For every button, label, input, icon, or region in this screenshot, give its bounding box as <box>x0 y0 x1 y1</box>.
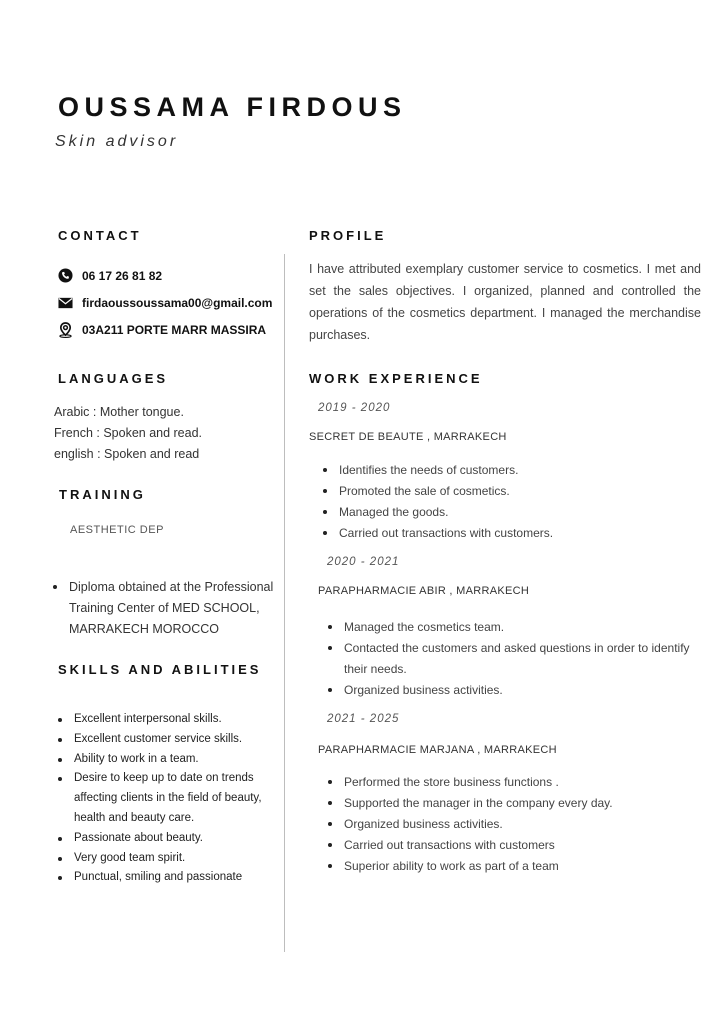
job-task-list <box>323 460 698 544</box>
phone-number: 06 17 26 81 82 <box>82 268 163 283</box>
job-task: Managed the goods. <box>323 502 698 523</box>
job-company: PARAPHARMACIE MARJANA , MARRAKECH <box>318 744 557 756</box>
contact-email <box>58 295 272 310</box>
phone-icon <box>58 268 73 283</box>
profile-heading: PROFILE <box>309 228 387 243</box>
address: 03A211 PORTE MARR MASSIRA <box>82 322 267 337</box>
training-heading: TRAINING <box>59 487 146 502</box>
skill-item: Ability to work in a team. <box>58 750 280 770</box>
skills-heading: SKILLS AND ABILITIES <box>58 662 262 677</box>
job-task: Performed the store business functions . <box>328 772 698 793</box>
language-item: French : Spoken and read. <box>54 426 203 440</box>
contact-phone <box>58 268 162 283</box>
job-company: SECRET DE BEAUTE , MARRAKECH <box>309 431 507 443</box>
location-pin-icon <box>58 322 73 337</box>
job-task: Organized business activities. <box>328 680 698 701</box>
job-task: Superior ability to work as part of a team <box>328 856 698 877</box>
training-subtitle: AESTHETIC DEP <box>70 524 164 536</box>
training-item: Diploma obtained at the Professional Training Center of MED SCHOOL, MARRAKECH MOROCCO <box>53 577 283 640</box>
skill-item: Desire to keep up to date on trends affecting clients in the field of beauty, health and beauty care. <box>58 769 280 828</box>
skill-item: Punctual, smiling and passionate <box>58 868 280 888</box>
job-company: PARAPHARMACIE ABIR , MARRAKECH <box>318 585 530 597</box>
contact-address <box>58 322 266 337</box>
skill-item: Excellent customer service skills. <box>58 730 280 750</box>
skill-item: Very good team spirit. <box>58 849 280 869</box>
language-item: Arabic : Mother tongue. <box>54 405 184 419</box>
candidate-name: OUSSAMA FIRDOUS <box>58 92 407 122</box>
job-task: Contacted the customers and asked questions in order to identify their needs. <box>328 638 698 680</box>
skill-item: Excellent interpersonal skills. <box>58 710 280 730</box>
job-dates: 2021 - 2025 <box>327 713 400 725</box>
job-task-list <box>328 772 698 877</box>
job-task-list <box>328 617 698 701</box>
job-task: Promoted the sale of cosmetics. <box>323 481 698 502</box>
job-dates: 2019 - 2020 <box>318 402 391 414</box>
job-title: Skin advisor <box>55 133 179 150</box>
experience-heading: WORK EXPERIENCE <box>309 371 483 386</box>
job-task: Organized business activities. <box>328 814 698 835</box>
job-task: Carried out transactions with customers. <box>323 523 698 544</box>
contact-heading: CONTACT <box>58 228 142 243</box>
skills-list <box>58 710 280 888</box>
skill-item: Passionate about beauty. <box>58 829 280 849</box>
training-list <box>53 577 283 640</box>
job-task: Carried out transactions with customers <box>328 835 698 856</box>
job-task: Supported the manager in the company every day. <box>328 793 698 814</box>
profile-text: I have attributed exemplary customer service to cosmetics. I met and set the sales objectives. I organized, planned and controlled the operations of the cosmetics department. I managed the merchandise purchases. <box>309 262 701 342</box>
envelope-icon <box>58 295 73 310</box>
column-divider <box>284 254 285 952</box>
job-task: Managed the cosmetics team. <box>328 617 698 638</box>
job-dates: 2020 - 2021 <box>327 556 400 568</box>
email-address: firdaoussoussama00@gmail.com <box>82 295 273 310</box>
job-task: Identifies the needs of customers. <box>323 460 698 481</box>
languages-heading: LANGUAGES <box>58 371 169 386</box>
language-item: english : Spoken and read <box>54 447 200 461</box>
